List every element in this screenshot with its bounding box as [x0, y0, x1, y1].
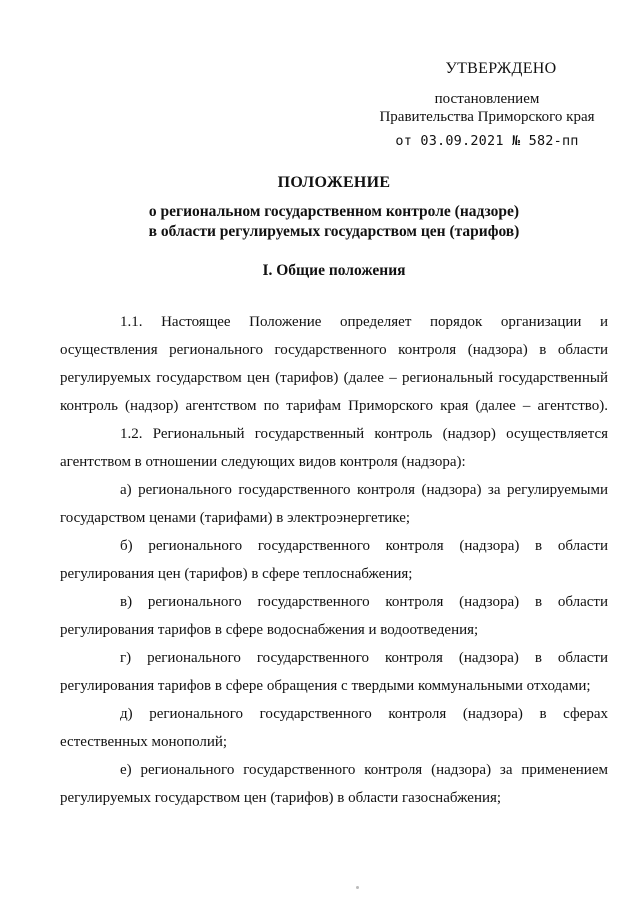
approval-stamp: [372, 60, 602, 150]
approval-line-2: Правительства Приморского края: [379, 109, 595, 125]
paragraph-d: д) регионального государственного контроля (надзора) в сферах естественных монополий;: [60, 706, 608, 750]
subtitle-line-1: о региональном государственном контроле (надзоре): [148, 203, 520, 220]
document-subtitle: [60, 202, 608, 242]
document-title: ПОЛОЖЕНИЕ: [277, 174, 391, 191]
scan-speck: [356, 886, 359, 889]
paragraph-v: в) регионального государственного контроля (надзора) в области регулирования тарифов в сфере водоснабжения и водоотведения;: [60, 594, 608, 638]
paragraph-e: е) регионального государственного контроля (надзора) за применением регулируемых государством цен (тарифов) в области газоснабжения;: [60, 762, 608, 806]
approval-line-1: постановлением: [434, 91, 540, 107]
approval-heading: УТВЕРЖДЕНО: [445, 60, 557, 77]
paragraph-a: а) регионального государственного контроля (надзора) за регулируемыми государством ценами (тарифами) в электроэнергетике;: [60, 482, 608, 526]
document-body: [60, 308, 608, 812]
approval-number: от 03.09.2021 № 582-пп: [395, 133, 579, 149]
section-title: I. Общие положения: [262, 262, 406, 279]
paragraph-g: г) регионального государственного контроля (надзора) в области регулирования тарифов в сфере обращения с твердыми коммунальными отходами;: [60, 650, 608, 694]
paragraph-1-2: 1.2. Региональный государственный контроль (надзор) осуществляется агентством в отношении следующих видов контроля (надзора):: [60, 426, 608, 470]
paragraph-1-1: 1.1. Настоящее Положение определяет порядок организации и осуществления регионального государственного контроля (надзора) в области регулируемых государством цен (тарифов) (далее – региональный государственный контроль (надзор) агентством по тарифам Приморского края (далее – агентство).: [60, 314, 608, 414]
paragraph-b: б) регионального государственного контроля (надзора) в области регулирования цен (тарифов) в сфере теплоснабжения;: [60, 538, 608, 582]
subtitle-line-2: в области регулируемых государством цен (тарифов): [148, 223, 520, 240]
